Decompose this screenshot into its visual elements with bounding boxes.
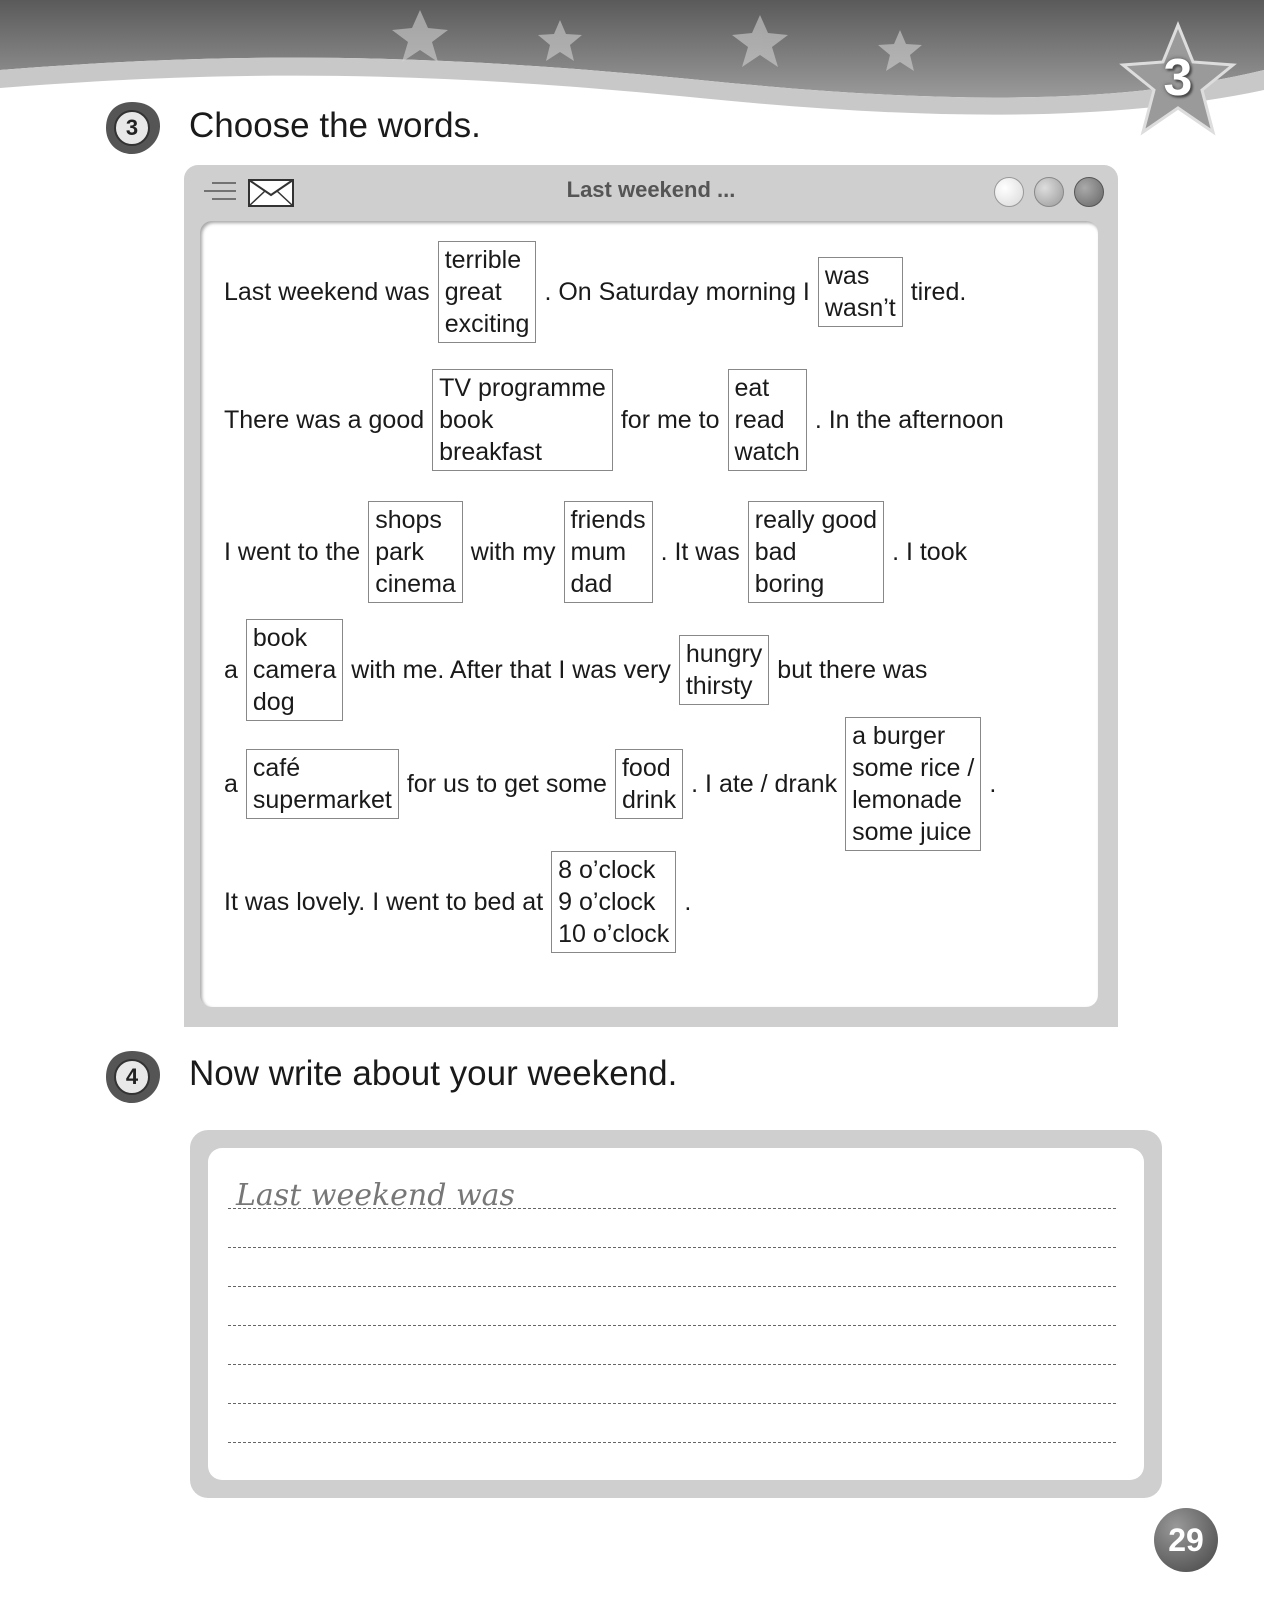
word-choice-box bbox=[368, 501, 463, 603]
word-option[interactable]: drink bbox=[621, 786, 677, 814]
window-body bbox=[200, 221, 1098, 1007]
word-option[interactable]: terrible bbox=[444, 246, 522, 274]
exercise-number: 3 bbox=[125, 115, 139, 140]
exercise-number: 4 bbox=[125, 1064, 139, 1089]
writing-line[interactable] bbox=[228, 1403, 1116, 1404]
word-option[interactable]: 10 o’clock bbox=[558, 920, 670, 948]
sentence-text: tired. bbox=[910, 277, 967, 306]
word-option[interactable]: hungry bbox=[685, 640, 763, 668]
word-option[interactable]: wasn’t bbox=[824, 294, 896, 322]
exercise-title: Choose the words. bbox=[189, 106, 481, 145]
window-title: Last weekend ... bbox=[566, 177, 736, 202]
sentence-text: It was lovely. I went to bed at bbox=[224, 887, 544, 916]
word-option[interactable]: shops bbox=[375, 506, 442, 534]
sentence-text: There was a good bbox=[224, 405, 425, 434]
writing-prompt: Last weekend was bbox=[236, 1178, 515, 1213]
writing-line[interactable] bbox=[228, 1286, 1116, 1287]
word-option[interactable]: exciting bbox=[444, 310, 530, 338]
word-option[interactable]: cinema bbox=[375, 570, 456, 598]
sentence-row bbox=[220, 501, 971, 603]
sentence-row bbox=[220, 851, 695, 953]
word-choice-box bbox=[438, 241, 537, 343]
word-option[interactable]: a burger bbox=[852, 722, 946, 750]
word-option[interactable]: was bbox=[824, 262, 870, 290]
sentence-text: . I took bbox=[892, 537, 968, 566]
unit-number: 3 bbox=[1163, 49, 1193, 107]
sentence-text: a bbox=[224, 655, 238, 684]
word-option[interactable]: read bbox=[734, 406, 785, 434]
writing-line[interactable] bbox=[228, 1325, 1116, 1326]
sentence-text: for me to bbox=[620, 405, 720, 434]
sentence-text: . bbox=[989, 769, 997, 798]
window-button-icon bbox=[1034, 177, 1064, 207]
sentence-row bbox=[220, 369, 1008, 471]
word-option[interactable]: eat bbox=[734, 374, 770, 402]
word-option[interactable]: dad bbox=[570, 570, 613, 598]
word-option[interactable]: friends bbox=[570, 506, 646, 534]
word-choice-box bbox=[845, 717, 981, 851]
sentence-text: . On Saturday morning I bbox=[544, 277, 810, 306]
word-option[interactable]: watch bbox=[734, 438, 800, 466]
word-option[interactable]: some juice bbox=[852, 818, 972, 846]
word-option[interactable]: camera bbox=[252, 656, 337, 684]
sentence-text: a bbox=[224, 769, 238, 798]
exercise-title: Now write about your weekend. bbox=[189, 1054, 678, 1093]
word-option[interactable]: bad bbox=[754, 538, 797, 566]
word-option[interactable]: TV programme bbox=[439, 374, 606, 402]
page-number: 29 bbox=[1154, 1508, 1218, 1572]
window-button-icon bbox=[1074, 177, 1104, 207]
word-option[interactable]: supermarket bbox=[252, 786, 392, 814]
word-option[interactable]: book bbox=[252, 624, 308, 652]
word-option[interactable]: lemonade bbox=[852, 786, 962, 814]
word-choice-box bbox=[246, 749, 399, 819]
sentence-text: I went to the bbox=[224, 537, 361, 566]
word-option[interactable]: 8 o’clock bbox=[558, 856, 656, 884]
word-option[interactable]: some rice / bbox=[852, 754, 975, 782]
sentence-text: . bbox=[684, 887, 692, 916]
word-choice-box bbox=[564, 501, 653, 603]
word-option[interactable]: dog bbox=[252, 688, 295, 716]
word-option[interactable]: thirsty bbox=[685, 672, 753, 700]
sentence-text: for us to get some bbox=[406, 769, 607, 798]
sentence-text: but there was bbox=[777, 655, 928, 684]
sentence-row bbox=[220, 619, 931, 721]
writing-line[interactable] bbox=[228, 1208, 1116, 1209]
word-choice-box bbox=[246, 619, 343, 721]
word-option[interactable]: park bbox=[375, 538, 424, 566]
sentence-text: . In the afternoon bbox=[814, 405, 1004, 434]
word-choice-box bbox=[679, 635, 769, 705]
word-option[interactable]: really good bbox=[754, 506, 878, 534]
word-option[interactable]: 9 o’clock bbox=[558, 888, 656, 916]
word-option[interactable]: book bbox=[439, 406, 494, 434]
word-choice-box bbox=[615, 749, 683, 819]
sentence-text: . I ate / drank bbox=[691, 769, 838, 798]
writing-box[interactable] bbox=[208, 1148, 1144, 1480]
sentence-text: Last weekend was bbox=[224, 277, 430, 306]
email-window bbox=[184, 165, 1118, 1027]
word-option[interactable]: boring bbox=[754, 570, 825, 598]
word-option[interactable]: food bbox=[621, 754, 671, 782]
window-button-icon bbox=[994, 177, 1024, 207]
word-option[interactable]: great bbox=[444, 278, 502, 306]
writing-line[interactable] bbox=[228, 1364, 1116, 1365]
writing-area bbox=[190, 1130, 1162, 1498]
writing-line[interactable] bbox=[228, 1247, 1116, 1248]
word-choice-box bbox=[748, 501, 884, 603]
sentence-text: with my bbox=[470, 537, 556, 566]
sentence-row bbox=[220, 241, 970, 343]
word-option[interactable]: mum bbox=[570, 538, 627, 566]
word-option[interactable]: breakfast bbox=[439, 438, 542, 466]
word-choice-box bbox=[551, 851, 676, 953]
writing-line[interactable] bbox=[228, 1442, 1116, 1443]
word-choice-box bbox=[728, 369, 807, 471]
word-option[interactable]: café bbox=[252, 754, 301, 782]
sentence-text: with me. After that I was very bbox=[351, 655, 671, 684]
sentence-text: . It was bbox=[660, 537, 740, 566]
word-choice-box bbox=[818, 257, 903, 327]
sentence-row bbox=[220, 717, 1000, 851]
word-choice-box bbox=[432, 369, 613, 471]
